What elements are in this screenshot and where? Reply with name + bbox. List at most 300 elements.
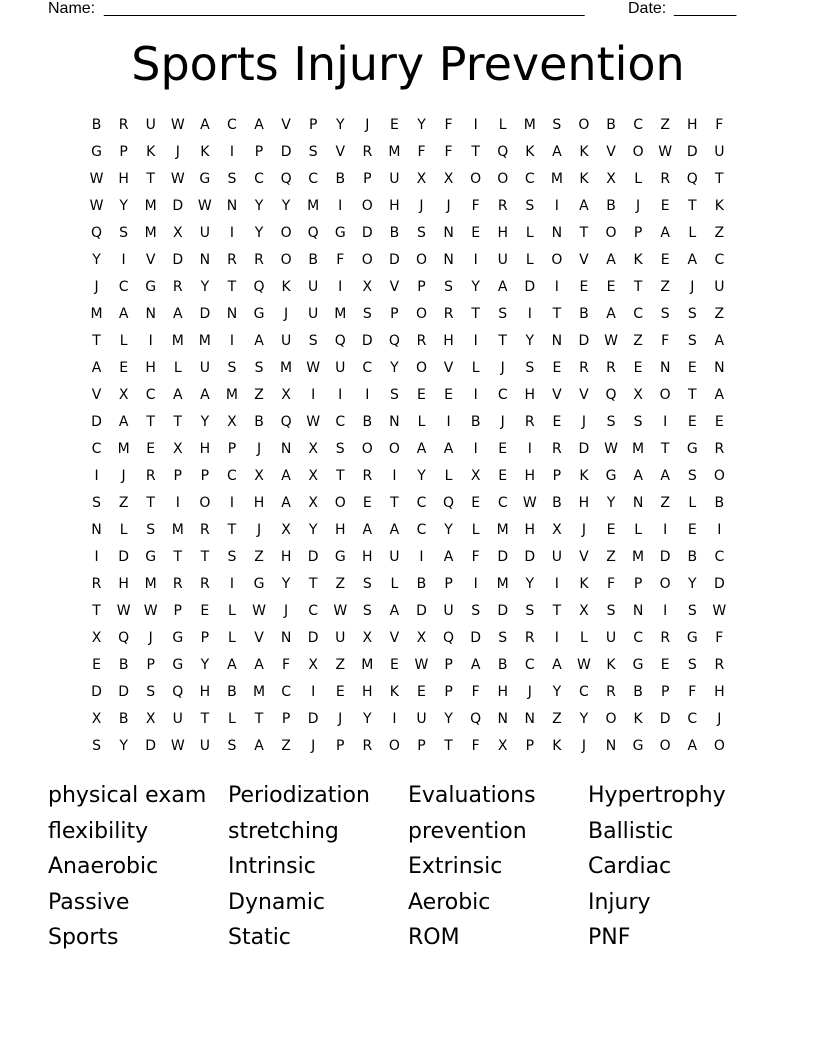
word-list xyxy=(48,780,768,958)
grid-letter: T xyxy=(335,468,345,484)
grid-letter: S xyxy=(92,495,101,511)
grid-letter: A xyxy=(389,603,400,619)
grid-letter: Z xyxy=(714,225,725,241)
grid-letter: A xyxy=(714,333,725,349)
grid-letter: R xyxy=(199,522,210,538)
grid-letter: S xyxy=(444,279,453,295)
grid-letter: E xyxy=(552,360,562,376)
grid-letter: D xyxy=(497,549,509,565)
grid-letter: S xyxy=(498,630,508,646)
grid-letter: Z xyxy=(606,549,616,565)
grid-letter: W xyxy=(252,603,266,619)
grid-letter: U xyxy=(199,225,210,241)
grid-letter: O xyxy=(280,252,292,268)
grid-letter: I xyxy=(148,333,153,349)
grid-letter: R xyxy=(362,144,373,160)
grid-letter: I xyxy=(229,495,234,511)
grid-letter: P xyxy=(444,576,453,592)
grid-letter: I xyxy=(473,441,478,457)
grid-letter: C xyxy=(687,711,698,727)
grid-letter: A xyxy=(118,306,129,322)
grid-letter: A xyxy=(687,738,698,754)
grid-letter: G xyxy=(334,549,346,565)
grid-letter: X xyxy=(145,711,156,727)
grid-letter: R xyxy=(172,279,183,295)
word-list-item: Cardiac xyxy=(588,854,672,879)
grid-letter: F xyxy=(282,657,291,673)
grid-letter: F xyxy=(444,117,453,133)
grid-letter: E xyxy=(687,360,697,376)
grid-letter: T xyxy=(498,333,507,349)
grid-letter: K xyxy=(579,171,589,187)
grid-letter: B xyxy=(118,711,129,727)
grid-letter: L xyxy=(417,414,426,430)
grid-letter: C xyxy=(308,171,319,187)
grid-letter: U xyxy=(199,360,210,376)
grid-letter: E xyxy=(498,468,508,484)
grid-letter: D xyxy=(307,630,319,646)
grid-letter: R xyxy=(524,630,535,646)
grid-letter: G xyxy=(686,630,698,646)
grid-letter: S xyxy=(362,306,372,322)
word-list-item: Dynamic xyxy=(228,889,326,915)
grid-letter: O xyxy=(605,711,617,727)
grid-letter: I xyxy=(419,549,424,565)
grid-letter: C xyxy=(633,117,643,133)
grid-letter: H xyxy=(362,549,373,565)
grid-letter: T xyxy=(552,603,562,619)
grid-letter: V xyxy=(579,549,589,565)
grid-letter: R xyxy=(714,657,725,673)
grid-letter: B xyxy=(308,252,318,268)
grid-letter: D xyxy=(91,414,102,430)
grid-letter: I xyxy=(473,117,478,133)
grid-letter: I xyxy=(229,576,234,592)
grid-letter: O xyxy=(415,306,427,322)
grid-letter: K xyxy=(633,252,643,268)
grid-letter: Y xyxy=(552,684,562,700)
grid-letter: I xyxy=(365,387,370,403)
grid-letter: L xyxy=(173,360,182,376)
grid-letter: Z xyxy=(118,495,129,511)
grid-letter: M xyxy=(361,657,374,673)
grid-letter: U xyxy=(389,171,400,187)
grid-letter: S xyxy=(471,603,481,619)
grid-letter: Q xyxy=(91,225,103,241)
grid-letter: I xyxy=(392,468,397,484)
grid-letter: I xyxy=(554,576,559,592)
grid-letter: R xyxy=(118,117,129,133)
grid-letter: H xyxy=(118,171,129,187)
grid-letter: A xyxy=(660,468,670,484)
grid-letter: D xyxy=(686,144,698,160)
grid-letter: I xyxy=(338,198,343,214)
grid-letter: L xyxy=(471,360,480,376)
grid-letter: M xyxy=(280,360,293,376)
grid-letter: B xyxy=(579,306,589,322)
grid-letter: P xyxy=(308,117,318,133)
grid-letter: J xyxy=(581,738,587,754)
grid-letter: L xyxy=(228,711,236,727)
grid-letter: X xyxy=(362,279,373,295)
grid-letter: T xyxy=(687,198,697,214)
grid-letter: P xyxy=(525,738,535,754)
grid-letter: P xyxy=(444,684,453,700)
grid-letter: X xyxy=(281,522,291,538)
grid-letter: Y xyxy=(254,225,264,241)
grid-letter: Q xyxy=(172,684,184,700)
grid-row xyxy=(83,438,733,465)
grid-letter: J xyxy=(175,144,180,160)
grid-letter: R xyxy=(227,252,237,268)
grid-letter: J xyxy=(446,198,451,214)
grid-letter: S xyxy=(308,333,318,349)
grid-letter: C xyxy=(362,360,373,376)
grid-letter: J xyxy=(581,414,587,430)
grid-letter: R xyxy=(172,576,183,592)
grid-letter: S xyxy=(687,306,697,322)
word-list-item: Periodization xyxy=(228,783,370,808)
grid-letter: B xyxy=(91,117,102,133)
grid-letter: I xyxy=(121,252,126,268)
grid-letter: O xyxy=(713,738,725,754)
grid-letter: N xyxy=(145,306,156,322)
grid-row xyxy=(83,114,733,141)
grid-letter: A xyxy=(91,360,102,376)
grid-letter: P xyxy=(417,279,426,295)
grid-letter: P xyxy=(552,468,562,484)
grid-letter: L xyxy=(119,333,128,349)
grid-letter: P xyxy=(281,711,291,727)
grid-letter: X xyxy=(91,630,102,646)
grid-letter: X xyxy=(118,387,129,403)
grid-letter: S xyxy=(119,225,129,241)
word-list-item: physical exam xyxy=(48,783,207,808)
grid-letter: E xyxy=(362,495,372,511)
grid-letter: R xyxy=(254,252,264,268)
grid-letter: M xyxy=(144,576,157,592)
grid-letter: O xyxy=(470,171,482,187)
grid-letter: C xyxy=(118,279,129,295)
grid-letter: J xyxy=(284,603,289,619)
grid-letter: H xyxy=(280,549,292,565)
word-list-item: ROM xyxy=(408,925,460,950)
grid-letter: Q xyxy=(686,171,698,187)
grid-letter: E xyxy=(417,387,426,403)
grid-letter: Y xyxy=(390,360,399,376)
grid-letter: B xyxy=(714,495,725,511)
grid-letter: S xyxy=(525,198,535,214)
grid-letter: J xyxy=(500,414,505,430)
name-blank-line: ______________________________________________________ xyxy=(104,0,585,17)
grid-letter: M xyxy=(144,225,157,241)
grid-letter: D xyxy=(199,306,211,322)
grid-letter: D xyxy=(578,333,590,349)
grid-letter: P xyxy=(660,684,670,700)
grid-letter: O xyxy=(632,144,644,160)
grid-letter: Q xyxy=(280,414,292,430)
grid-letter: A xyxy=(172,387,183,403)
grid-letter: B xyxy=(470,414,481,430)
grid-letter: D xyxy=(713,576,725,592)
grid-letter: S xyxy=(308,144,318,160)
grid-letter: C xyxy=(524,657,535,673)
grid-letter: B xyxy=(606,117,616,133)
grid-letter: K xyxy=(389,684,399,700)
grid-letter: W xyxy=(89,198,104,214)
grid-letter: H xyxy=(497,684,508,700)
grid-letter: X xyxy=(443,171,454,187)
grid-letter: R xyxy=(660,171,671,187)
grid-letter: H xyxy=(334,522,346,538)
grid-letter: D xyxy=(416,603,427,619)
grid-letter: X xyxy=(308,657,318,673)
grid-letter: V xyxy=(91,387,102,403)
grid-letter: Y xyxy=(444,522,453,538)
grid-letter: J xyxy=(581,522,587,538)
grid-letter: D xyxy=(280,144,292,160)
grid-row xyxy=(83,735,733,762)
grid-letter: P xyxy=(390,306,399,322)
grid-letter: M xyxy=(171,333,184,349)
word-list-item: Intrinsic xyxy=(228,854,316,879)
grid-letter: R xyxy=(660,630,671,646)
grid-letter: D xyxy=(118,549,129,565)
grid-letter: I xyxy=(446,414,451,430)
grid-letter: T xyxy=(715,171,724,187)
grid-letter: H xyxy=(578,495,590,511)
grid-letter: M xyxy=(225,387,238,403)
grid-letter: Q xyxy=(334,333,346,349)
grid-letter: S xyxy=(227,738,237,754)
grid-letter: A xyxy=(579,198,589,214)
grid-letter: X xyxy=(281,387,291,403)
grid-letter: I xyxy=(527,306,532,322)
grid-letter: A xyxy=(200,387,210,403)
grid-letter: A xyxy=(443,441,454,457)
grid-letter: W xyxy=(306,360,321,376)
grid-letter: F xyxy=(471,684,480,700)
grid-letter: A xyxy=(470,657,481,673)
grid-letter: S xyxy=(362,576,372,592)
grid-letter: R xyxy=(524,414,535,430)
grid-letter: E xyxy=(660,657,670,673)
grid-letter: B xyxy=(687,549,698,565)
grid-row xyxy=(83,519,733,546)
grid-letter: C xyxy=(714,549,725,565)
word-list-item: Aerobic xyxy=(408,889,491,915)
grid-letter: Q xyxy=(388,333,400,349)
grid-letter: U xyxy=(497,252,508,268)
grid-row xyxy=(83,708,733,735)
grid-letter: P xyxy=(200,630,210,646)
grid-letter: A xyxy=(254,117,264,133)
grid-letter: S xyxy=(227,549,237,565)
grid-letter: O xyxy=(334,495,346,511)
grid-letter: Y xyxy=(363,711,372,727)
grid-letter: M xyxy=(523,117,536,133)
grid-letter: T xyxy=(633,279,643,295)
grid-letter: Y xyxy=(335,117,345,133)
grid-letter: S xyxy=(335,441,345,457)
grid-letter: J xyxy=(121,468,126,484)
grid-letter: U xyxy=(714,144,725,160)
grid-letter: A xyxy=(172,306,183,322)
grid-letter: B xyxy=(335,171,346,187)
grid-letter: Q xyxy=(443,495,455,511)
grid-letter: H xyxy=(524,387,536,403)
grid-letter: I xyxy=(554,630,559,646)
grid-letter: C xyxy=(281,684,291,700)
grid-letter: M xyxy=(388,144,401,160)
grid-letter: P xyxy=(146,657,155,673)
grid-letter: J xyxy=(148,630,153,646)
grid-letter: X xyxy=(172,225,183,241)
grid-letter: W xyxy=(170,171,185,187)
grid-letter: N xyxy=(199,252,211,268)
grid-letter: K xyxy=(714,198,724,214)
grid-letter: A xyxy=(552,144,562,160)
grid-letter: H xyxy=(443,333,454,349)
grid-letter: W xyxy=(522,495,537,511)
grid-letter: G xyxy=(686,441,698,457)
grid-letter: G xyxy=(145,549,157,565)
grid-letter: U xyxy=(280,333,292,349)
name-date-line xyxy=(48,0,748,20)
grid-letter: C xyxy=(524,171,535,187)
grid-letter: S xyxy=(254,360,264,376)
grid-letter: A xyxy=(389,522,400,538)
grid-letter: A xyxy=(118,414,129,430)
grid-letter: P xyxy=(633,225,643,241)
grid-letter: A xyxy=(497,279,508,295)
word-list-item: flexibility xyxy=(48,818,149,844)
grid-letter: R xyxy=(552,441,562,457)
grid-letter: O xyxy=(578,117,590,133)
grid-letter: D xyxy=(172,198,184,214)
grid-row xyxy=(83,141,733,168)
grid-letter: F xyxy=(471,738,480,754)
grid-letter: N xyxy=(226,306,238,322)
grid-letter: W xyxy=(116,603,131,619)
grid-letter: B xyxy=(389,225,400,241)
grid-letter: D xyxy=(578,441,590,457)
grid-letter: W xyxy=(170,738,185,754)
grid-letter: A xyxy=(227,657,237,673)
grid-letter: E xyxy=(471,495,481,511)
word-list-item: prevention xyxy=(408,818,527,844)
grid-letter: N xyxy=(497,711,508,727)
grid-letter: E xyxy=(200,603,210,619)
grid-letter: N xyxy=(280,630,292,646)
grid-letter: X xyxy=(308,468,318,484)
grid-letter: J xyxy=(256,441,262,457)
grid-letter: T xyxy=(308,576,318,592)
grid-letter: F xyxy=(444,144,453,160)
grid-letter: U xyxy=(145,117,156,133)
grid-letter: L xyxy=(688,225,697,241)
grid-letter: T xyxy=(92,603,101,619)
grid-letter: R xyxy=(91,576,102,592)
grid-letter: W xyxy=(333,603,348,619)
grid-letter: Q xyxy=(497,144,509,160)
grid-letter: A xyxy=(254,657,264,673)
grid-letter: R xyxy=(606,684,616,700)
grid-letter: Q xyxy=(605,387,617,403)
grid-letter: X xyxy=(227,414,237,430)
grid-letter: Y xyxy=(308,522,318,538)
grid-letter: Q xyxy=(443,630,455,646)
grid-letter: R xyxy=(606,360,616,376)
grid-letter: A xyxy=(200,117,210,133)
grid-letter: O xyxy=(415,360,427,376)
grid-letter: R xyxy=(497,198,508,214)
grid-letter: L xyxy=(525,225,534,241)
grid-letter: I xyxy=(473,387,478,403)
grid-letter: Z xyxy=(660,117,670,133)
grid-letter: G xyxy=(172,630,184,646)
grid-letter: Q xyxy=(307,225,319,241)
grid-row xyxy=(83,546,733,573)
grid-letter: O xyxy=(659,387,671,403)
grid-letter: D xyxy=(524,279,536,295)
grid-letter: Y xyxy=(606,495,616,511)
grid-letter: N xyxy=(605,738,617,754)
grid-letter: R xyxy=(714,441,725,457)
grid-letter: I xyxy=(338,279,343,295)
grid-letter: G xyxy=(172,657,184,673)
grid-letter: T xyxy=(146,414,155,430)
grid-letter: E xyxy=(146,441,156,457)
grid-letter: S xyxy=(687,603,697,619)
grid-letter: N xyxy=(659,360,671,376)
grid-letter: D xyxy=(470,630,482,646)
grid-letter: G xyxy=(199,171,211,187)
grid-letter: K xyxy=(552,738,562,754)
grid-letter: X xyxy=(362,630,373,646)
grid-row xyxy=(83,357,733,384)
grid-letter: S xyxy=(660,306,670,322)
grid-letter: C xyxy=(714,252,725,268)
grid-letter: Y xyxy=(281,576,291,592)
grid-letter: I xyxy=(473,333,478,349)
grid-letter: B xyxy=(118,657,129,673)
grid-letter: Y xyxy=(444,711,453,727)
grid-letter: L xyxy=(228,630,236,646)
grid-letter: H xyxy=(199,684,211,700)
grid-letter: N xyxy=(443,225,454,241)
grid-letter: L xyxy=(228,603,236,619)
word-list-item: stretching xyxy=(228,818,339,844)
grid-letter: E xyxy=(633,360,643,376)
grid-letter: U xyxy=(389,549,400,565)
grid-letter: Z xyxy=(552,711,562,727)
grid-letter: Y xyxy=(579,711,589,727)
grid-letter: F xyxy=(471,198,480,214)
grid-letter: P xyxy=(633,576,643,592)
grid-letter: R xyxy=(145,468,156,484)
grid-letter: S xyxy=(525,603,535,619)
name-label: Name: xyxy=(48,0,96,17)
grid-letter: G xyxy=(605,468,617,484)
grid-letter: V xyxy=(145,252,156,268)
grid-letter: W xyxy=(143,603,158,619)
grid-letter: T xyxy=(660,441,670,457)
grid-letter: T xyxy=(146,171,155,187)
grid-row xyxy=(83,384,733,411)
grid-letter: Z xyxy=(254,387,264,403)
grid-letter: S xyxy=(227,171,237,187)
